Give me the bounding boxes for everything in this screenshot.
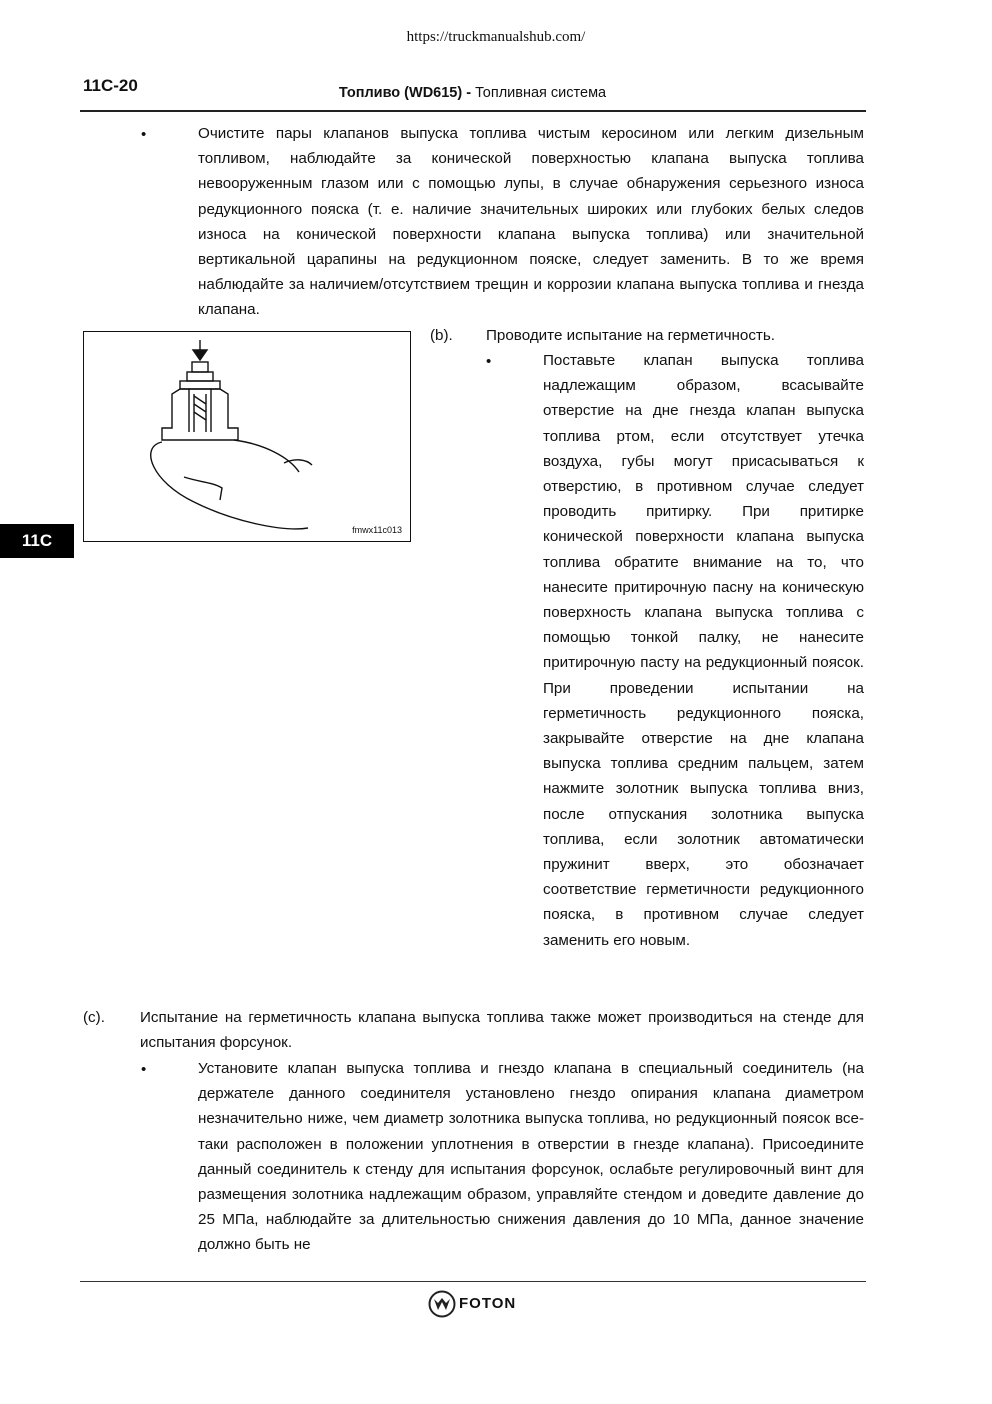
stand-test-paragraph: Установите клапан выпуска топлива и гнездо клапана в специальный соединитель (на держателе данного соединителя установлено гнездо опирания клапана диаметром незначительно ниже, чем диаметр золотника выпуска топлива, но редукционный поясок все-таки расположен в положении уплотнения в отверстии в гнезде клапана). Присоедините данный соединитель к стенду для испытания форсунок, ослабьте регулировочный винт для размещения золотника надлежащим образом, управляйте стендом и доведите давление до 25 МПа, наблюдайте за длительностью снижения давления до 10 МПа, данное значение должно быть не	[198, 1060, 864, 1254]
valve-finger-illustration	[84, 332, 410, 541]
figure-code: fmwx11c013	[352, 525, 402, 535]
section-tab: 11C	[0, 524, 74, 558]
header-divider	[80, 110, 866, 112]
bullet-marker: •	[141, 1061, 147, 1078]
footer-divider	[80, 1281, 866, 1282]
page-title-rest: Топливная система	[475, 85, 607, 101]
brand-name: FOTON	[459, 1295, 517, 1312]
page-number: 11C-20	[83, 76, 138, 95]
step-c-label: (c).	[83, 1009, 105, 1026]
cleaning-paragraph: Очистите пары клапанов выпуска топлива чистым керосином или легким дизельным топливом, наблюдайте за конической поверхностью клапана выпуска топлива невооруженным глазом или с помощью лупы, в случае обнаружения серьезного износа редукционного пояска (т. е. наличие значительных широких или глубоких белых следов износа на конической поверхности клапана выпуска топлива) или значительной вертикальной царапины на редукционном пояске, следует заменить. В то же время наблюдайте за наличием/отсутствием трещин и коррозии клапана выпуска топлива и гнезда клапана.	[198, 125, 864, 319]
brand-logo	[428, 1290, 528, 1320]
step-b-label: (b).	[430, 327, 453, 344]
foton-logo-icon	[428, 1290, 456, 1318]
source-url: https://truckmanualshub.com/	[406, 29, 586, 45]
valve-test-figure	[83, 331, 411, 542]
step-b-heading: Проводите испытание на герметичность.	[486, 327, 776, 344]
page-title-bold: Топливо (WD615) -	[338, 85, 476, 101]
bullet-marker: •	[141, 126, 147, 143]
page-title	[0, 85, 945, 101]
leak-test-paragraph: Поставьте клапан выпуска топлива надлежащим образом, всасывайте отверстие на дне гнезда клапан выпуска топлива ртом, если отсутствует утечка воздуха, губы могут присасываться к отверстию, в противном случае следует проводить притирку. При притирке конической поверхности клапана выпуска топлива обратите внимание на то, что нанесите притирочную пасну на коническую поверхность клапана выпуска топлива с помощью тонкой палку, не нанесите притирочную пасту на редукционный поясок. При проведении испытании на герметичность редукционного пояска, закрывайте отверстие на дне клапана выпуска топлива средним пальцем, затем нажмите золотник выпуска топлива вниз, после отпускания золотника выпуска топлива, если золотник автоматически пружинит вверх, это обозначает соответствие герметичности редукционного пояска, в противном случае следует заменить его новым.	[543, 352, 864, 949]
step-c-heading: Испытание на герметичность клапана выпуска топлива также может производиться на стенде для испытания форсунок.	[140, 1009, 864, 1052]
bullet-marker: •	[486, 353, 492, 370]
